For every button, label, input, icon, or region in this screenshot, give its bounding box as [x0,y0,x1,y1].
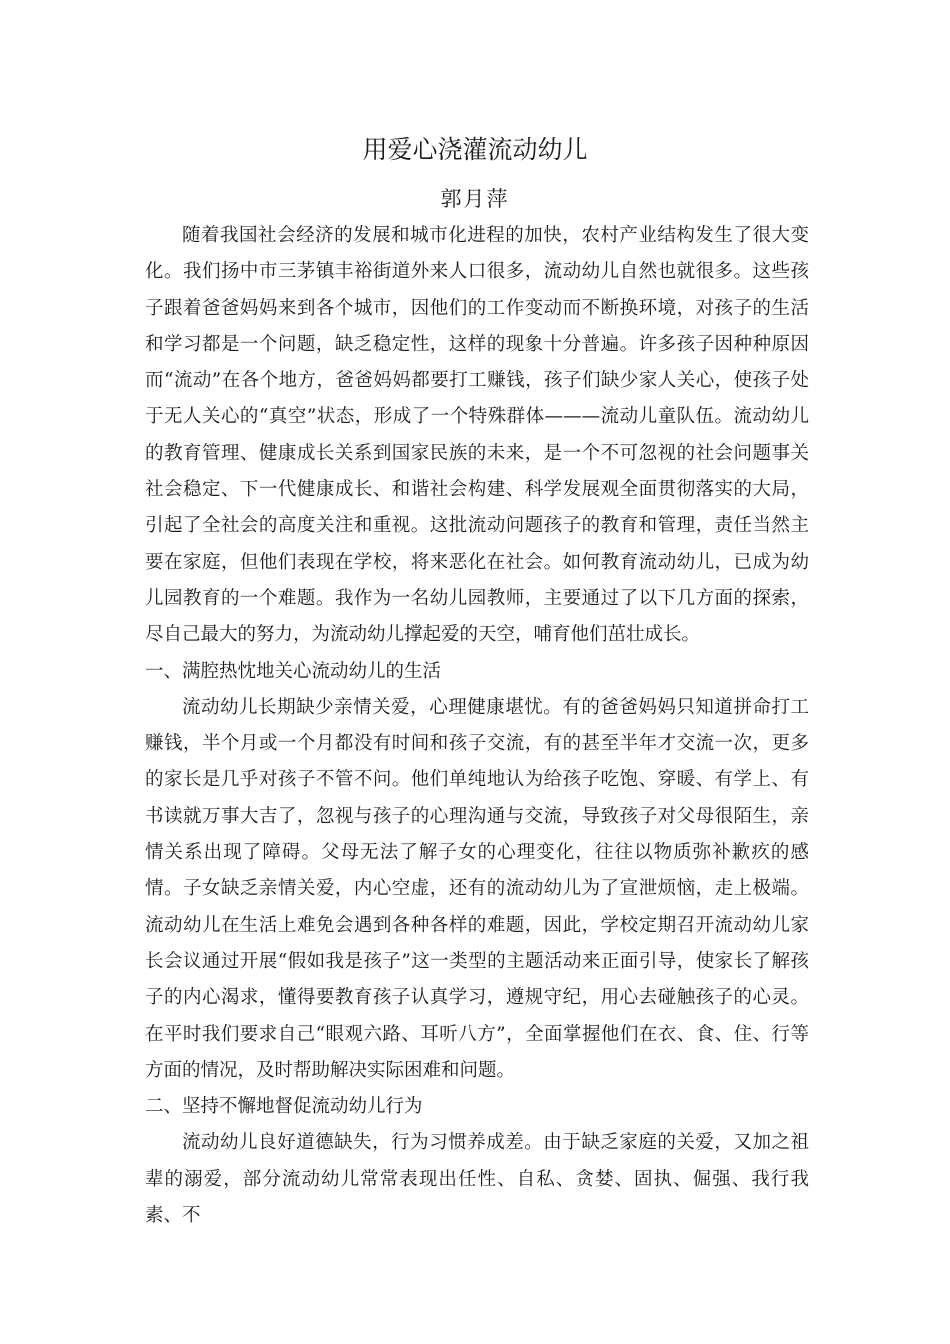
intro-paragraph: 随着我国社会经济的发展和城市化进程的加快，农村产业结构发生了很大变化。我们扬中市三茅镇丰裕街道外来人口很多，流动幼儿自然也就很多。这些孩子跟着爸爸妈妈来到各个城市，因他们的工作变动而不断换环境，对孩子的生活和学习都是一个问题，缺乏稳定性，这样的现象十分普遍。许多孩子因种种原因而“流动”在各个地方，爸爸妈妈都要打工赚钱，孩子们缺少家人关心，使孩子处于无人关心的“真空”状态，形成了一个特殊群体———流动儿童队伍。流动幼儿的教育管理、健康成长关系到国家民族的未来，是一个不可忽视的社会问题事关社会稳定、下一代健康成长、和谐社会构建、科学发展观全面贯彻落实的大局，引起了全社会的高度关注和重视。这批流动问题孩子的教育和管理，责任当然主要在家庭，但他们表现在学校，将来恶化在社会。如何教育流动幼儿，已成为幼儿园教育的一个难题。我作为一名幼儿园教师，主要通过了以下几方面的探索，尽自己最大的努力，为流动幼儿撑起爱的天空，哺育他们茁壮成长。 [145,225,809,646]
section-heading-2: 二、坚持不懈地督促流动幼儿行为 [145,1096,423,1118]
document-body [145,218,809,1234]
section-heading-1: 一、满腔热忱地关心流动幼儿的生活 [145,660,442,682]
section-1-paragraph: 流动幼儿长期缺少亲情关爱，心理健康堪忧。有的爸爸妈妈只知道拼命打工赚钱，半个月或一个月都没有时间和孩子交流，有的甚至半年才交流一次，更多的家长是几乎对孩子不管不问。他们单纯地认为给孩子吃饱、穿暖、有学上、有书读就万事大吉了，忽视与孩子的心理沟通与交流，导致孩子对父母很陌生，亲情关系出现了障碍。父母无法了解子女的心理变化，往往以物质弥补歉疚的感情。子女缺乏亲情关爱，内心空虚，还有的流动幼儿为了宣泄烦恼，走上极端。流动幼儿在生活上难免会遇到各种各样的难题，因此，学校定期召开流动幼儿家长会议通过开展“假如我是孩子”这一类型的主题活动来正面引导，使家长了解孩子的内心渴求，懂得要教育孩子认真学习，遵规守纪，用心去碰触孩子的心灵。在平时我们要求自己“眼观六路、耳听八方”，全面掌握他们在衣、食、住、行等方面的情况，及时帮助解决实际困难和问题。 [145,696,809,1081]
document-title: 用爱心浇灌流动幼儿 [362,135,588,164]
document-author: 郭月萍 [440,187,510,211]
section-2-paragraph: 流动幼儿良好道德缺失，行为习惯养成差。由于缺乏家庭的关爱，又加之祖辈的溺爱，部分流动幼儿常常表现出任性、自私、贪婪、固执、倔强、我行我素、不 [145,1132,809,1227]
